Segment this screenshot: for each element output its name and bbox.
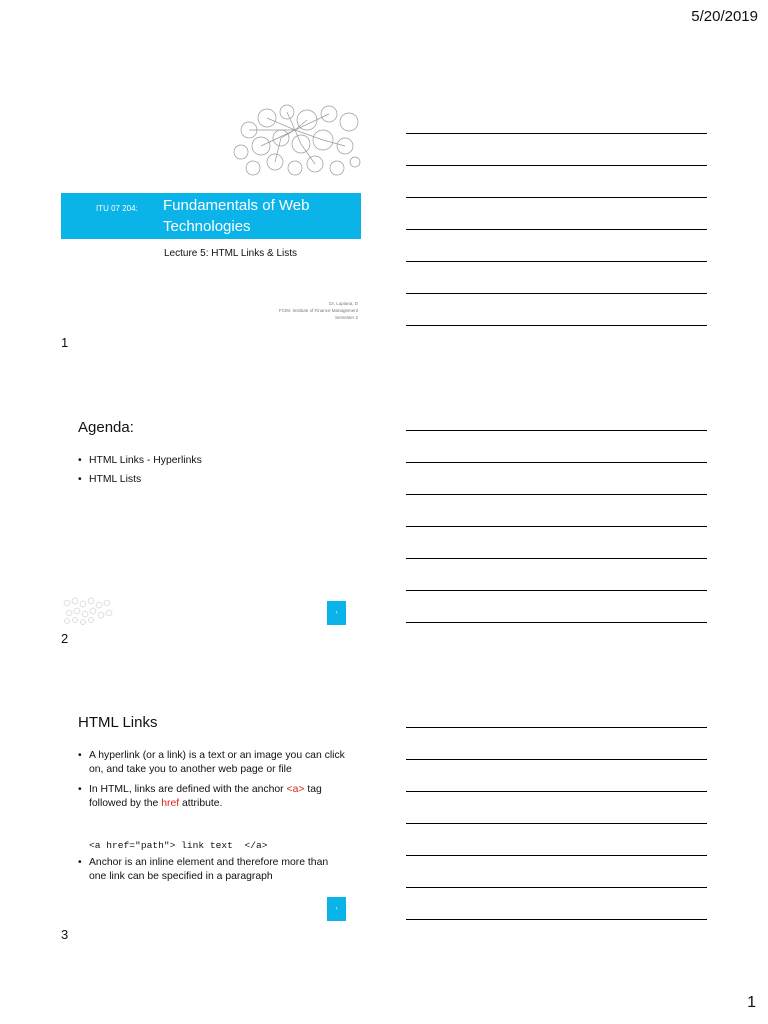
- next-slide-button[interactable]: ›: [327, 897, 346, 921]
- title-bar: [61, 193, 361, 239]
- list-item: • A hyperlink (or a link) is a text or an image you can click on, and take you to another web page or file: [78, 750, 345, 776]
- network-graphic-icon: [229, 100, 361, 180]
- network-thumbnail-icon: [61, 595, 113, 625]
- slide-number: 1: [61, 335, 69, 350]
- lecture-subtitle: Lecture 5: HTML Links & Lists: [164, 248, 298, 259]
- slide-heading: HTML Links: [78, 714, 158, 731]
- anchor-tag-text: <a>: [286, 783, 305, 795]
- list-item: • HTML Lists: [78, 474, 142, 486]
- code-sample: <a href="path"> link text </a>: [89, 840, 268, 851]
- slide-heading: Agenda:: [78, 419, 134, 436]
- slide-3: [61, 697, 361, 922]
- bullet-list: [78, 749, 346, 817]
- next-slide-button[interactable]: ›: [327, 601, 346, 625]
- list-item: • In HTML, links are defined with the anchor <a> tag followed by the href attribute.: [78, 783, 322, 810]
- slide-number: 2: [61, 631, 69, 646]
- page-number: 1: [747, 994, 756, 1011]
- course-title: Fundamentals of Web Technologies: [163, 197, 310, 235]
- slide-1: [61, 100, 361, 325]
- course-code: ITU 07 204:: [96, 204, 138, 213]
- date-header: 5/20/2019: [691, 8, 758, 25]
- notes-lines-1: [406, 133, 707, 357]
- href-attr-text: href: [161, 798, 180, 810]
- list-item: • HTML Links - Hyperlinks: [78, 455, 202, 466]
- notes-lines-3: [406, 727, 707, 951]
- slide-2: [61, 400, 361, 625]
- notes-lines-2: [406, 430, 707, 654]
- list-item: • Anchor is an inline element and therefore more than one link can be specified in a paragraph: [78, 857, 329, 883]
- bullet-list: [78, 856, 346, 890]
- bullet-list: [78, 454, 346, 493]
- author-info: Dr. Lupiana, D FCIM, Institute of Finance Management Semester 2: [278, 301, 358, 320]
- slide-number: 3: [61, 927, 69, 942]
